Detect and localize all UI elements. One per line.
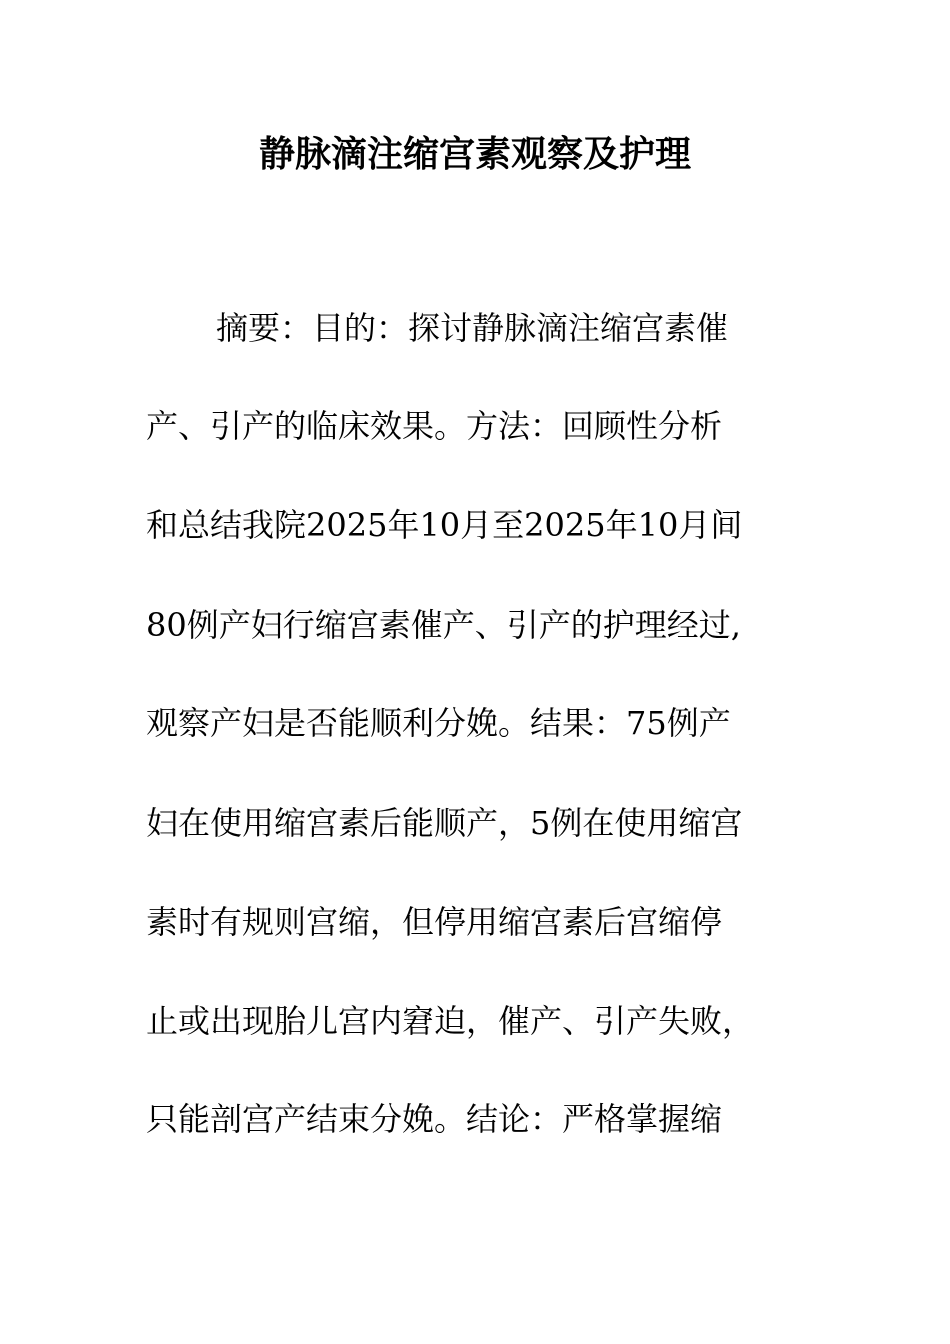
abstract-line: 只能剖宫产结束分娩。结论：严格掌握缩 xyxy=(146,1100,723,1138)
abstract-line: 止或出现胎儿宫内窘迫，催产、引产失败， xyxy=(146,1002,755,1040)
abstract-line: 摘要：目的：探讨静脉滴注缩宫素催 xyxy=(216,309,729,347)
document-title: 静脉滴注缩宫素观察及护理 xyxy=(258,133,691,175)
abstract-line: 妇在使用缩宫素后能顺产，5例在使用缩宫 xyxy=(146,804,743,842)
abstract-line: 素时有规则宫缩，但停用缩宫素后宫缩停 xyxy=(146,903,723,941)
abstract-line: 和总结我院2025年10月至2025年10月间 xyxy=(146,506,743,544)
abstract-line: 80例产妇行缩宫素催产、引产的护理经过, xyxy=(146,606,741,644)
abstract-line: 产、引产的临床效果。方法：回顾性分析 xyxy=(146,407,723,445)
abstract-line: 观察产妇是否能顺利分娩。结果：75例产 xyxy=(146,704,731,742)
